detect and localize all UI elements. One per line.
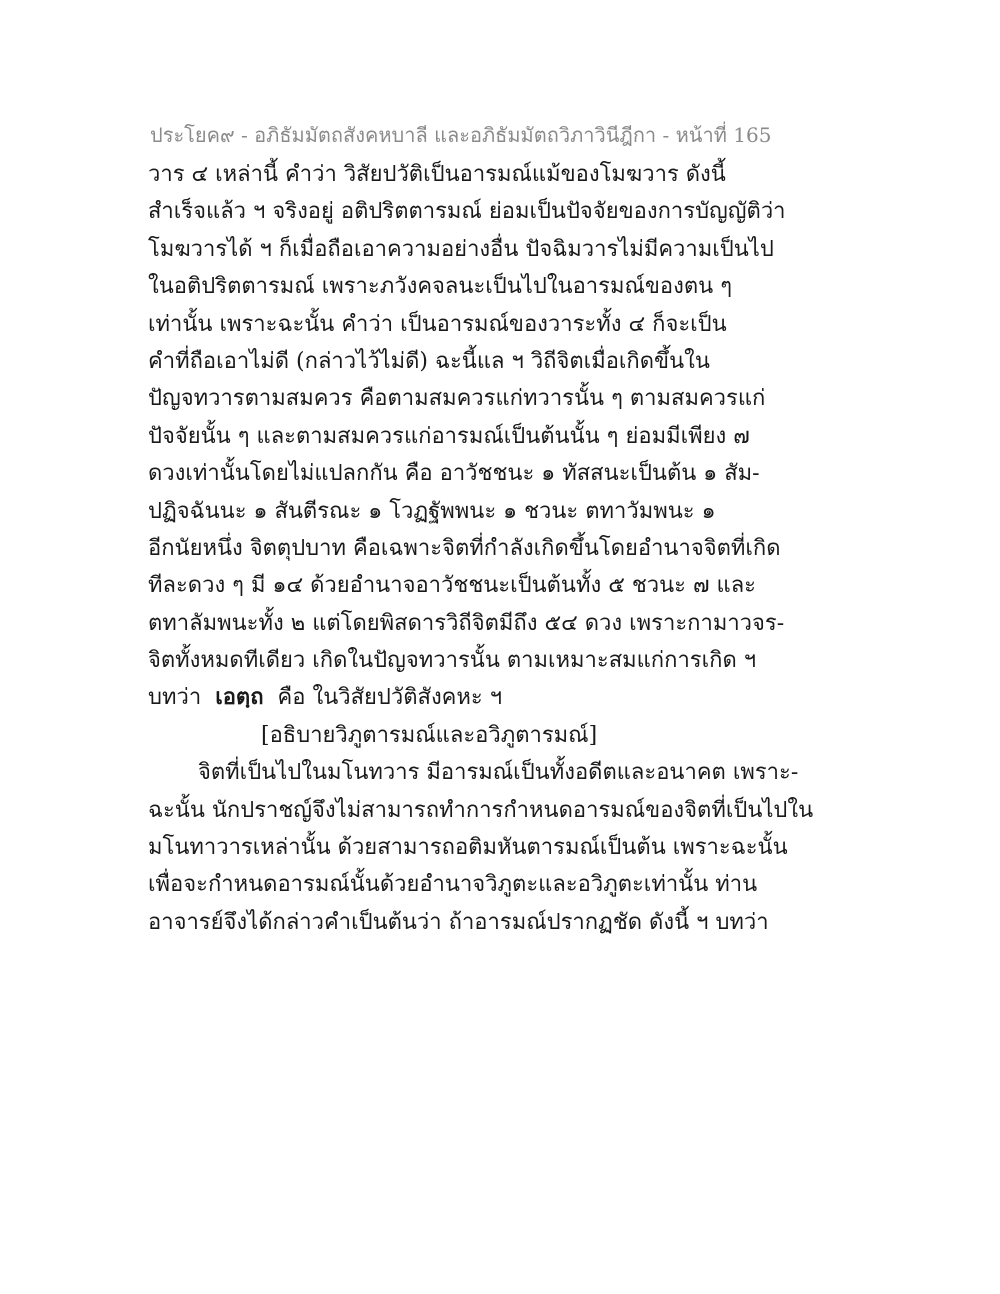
text-line: อีกนัยหนึ่ง จิตตุปบาท คือเฉพาะจิตที่กำลังเกิดขึ้นโดยอำนาจจิตที่เกิด — [148, 535, 781, 561]
body-text — [148, 156, 814, 941]
paragraph-2 — [148, 754, 814, 941]
text-line: โมฆวารได้ ฯ ก็เมื่อถือเอาความอย่างอื่น ปัจฉิมวารไม่มีความเป็นไป — [148, 236, 774, 262]
text-line: ในอติปริตตารมณ์ เพราะภวังคจลนะเป็นไปในอารมณ์ของตน ๆ — [148, 274, 733, 300]
text-suffix: คือ ในวิสัยปวัติสังคหะ ฯ — [277, 685, 503, 711]
text-line: เท่านั้น เพราะฉะนั้น คำว่า เป็นอารมณ์ของวาระทั้ง ๔ ก็จะเป็น — [148, 311, 727, 337]
paragraph-1 — [148, 156, 786, 717]
text-line: สำเร็จแล้ว ฯ จริงอยู่ อติปริตตารมณ์ ย่อมเป็นปัจจัยของการบัญญัติว่า — [148, 199, 786, 225]
text-line-last — [148, 679, 748, 716]
text-line: มโนทาวารเหล่านั้น ด้วยสามารถอติมหันตารมณ์เป็นต้น เพราะฉะนั้น — [148, 835, 788, 861]
text-line: ปฏิจฉันนะ ๑ สันตีรณะ ๑ โวฏฐัพพนะ ๑ ชวนะ ตทาวัมพนะ ๑ — [148, 498, 716, 524]
text-line: จิตที่เป็นไปในมโนทวาร มีอารมณ์เป็นทั้งอดีตและอนาคต เพราะ- — [198, 760, 799, 786]
text-line: ทีละดวง ๆ มี ๑๔ ด้วยอำนาจอาวัชชนะเป็นต้นทั้ง ๕ ชวนะ ๗ และ — [148, 573, 756, 599]
term-bold: เอตฺถ — [215, 684, 264, 711]
section-heading: [อธิบายวิภูตารมณ์และอวิภูตารมณ์] — [261, 722, 598, 748]
text-prefix: บทว่า — [148, 685, 202, 711]
text-line: อาจารย์จึงได้กล่าวคำเป็นต้นว่า ถ้าอารมณ์ปรากฏชัด ดังนี้ ฯ บทว่า — [148, 909, 769, 935]
text-line: คำที่ถือเอาไม่ดี (กล่าวไว้ไม่ดี) ฉะนี้แล ฯ วิถีจิตเมื่อเกิดขึ้นใน — [148, 348, 710, 374]
text-line: ดวงเท่านั้นโดยไม่แปลกกัน คือ อาวัชชนะ ๑ ทัสสนะเป็นต้น ๑ สัม- — [148, 461, 760, 487]
text-line: ปัญจทวารตามสมควร คือตามสมควรแก่ทวารนั้น ๆ ตามสมควรแก่ — [148, 386, 766, 412]
text-line: จิตทั้งหมดทีเดียว เกิดในปัญจทวารนั้น ตามเหมาะสมแก่การเกิด ฯ — [148, 648, 757, 674]
text-line: ตทาลัมพนะทั้ง ๒ แต่โดยพิสดารวิถีจิตมีถึง ๕๔ ดวง เพราะกามาวจร- — [148, 610, 785, 636]
running-header: ประโยค๙ - อภิธัมมัตถสังคหบาลี และอภิธัมมัตถวิภาวินีฎีกา - หน้าที่ 165 — [150, 123, 772, 147]
text-line: เพื่อจะกำหนดอารมณ์นั้นด้วยอำนาจวิภูตะและอวิภูตะเท่านั้น ท่าน — [148, 872, 758, 898]
text-line: วาร ๔ เหล่านี้ คำว่า วิสัยปวัติเป็นอารมณ์แม้ของโมฆวาร ดังนี้ — [148, 162, 726, 187]
text-line: ปัจจัยนั้น ๆ และตามสมควรแก่อารมณ์เป็นต้นนั้น ๆ ย่อมมีเพียง ๗ — [148, 423, 750, 449]
text-line: ฉะนั้น นักปราชญ์จึงไม่สามารถทำการกำหนดอารมณ์ของจิตที่เป็นไปใน — [148, 797, 814, 823]
